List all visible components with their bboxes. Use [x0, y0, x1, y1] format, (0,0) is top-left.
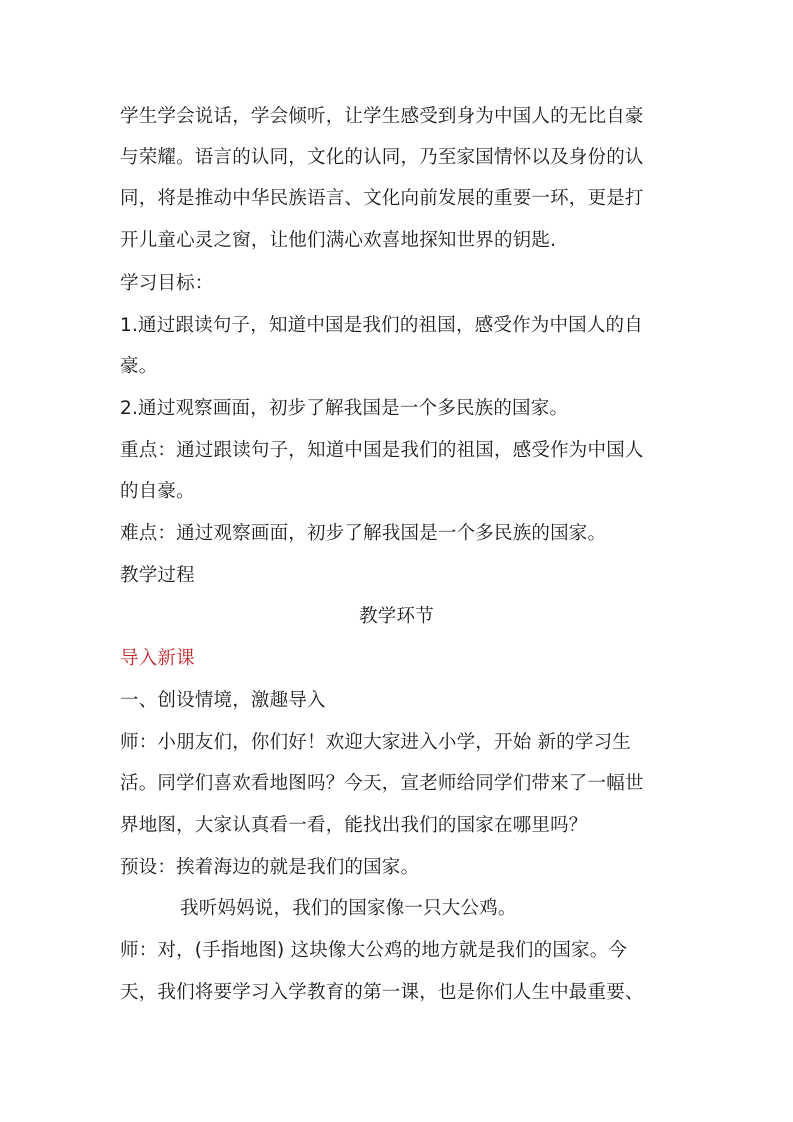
teacher-1-line-2: 活。同学们喜欢看地图吗？今天，宣老师给同学们带来了一幅世: [120, 773, 644, 794]
objective-2: 2.通过观察画面，初步了解我国是一个多民族的国家。: [120, 398, 569, 419]
intro-line-3: 同，将是推动中华民族语言、文化向前发展的重要一环，更是打: [120, 188, 644, 209]
preset-2: 我听妈妈说，我们的国家像一只大公鸡。: [180, 898, 517, 919]
key-point-line-1: 重点：通过跟读句子，知道中国是我们的祖国，感受作为中国人: [120, 440, 644, 461]
intro-line-4: 开儿童心灵之窗，让他们满心欢喜地探知世界的钥匙.: [120, 230, 557, 251]
intro-line-2: 与荣耀。语言的认同，文化的认同，乃至家国情怀以及身份的认: [120, 147, 644, 168]
lesson-intro-heading: 导入新课: [120, 648, 195, 669]
teacher-2-line-1: 师：对，(手指地图) 这块像大公鸡的地方就是我们的国家。今: [120, 940, 628, 961]
key-point-line-2: 的自豪。: [120, 481, 195, 502]
step-1-heading: 一、创设情境，激趣导入: [120, 690, 326, 711]
intro-line-1: 学生学会说话，学会倾听，让学生感受到身为中国人的无比自豪: [120, 106, 644, 127]
objective-1-line-2: 豪。: [120, 356, 158, 377]
teacher-2-line-2: 天，我们将要学习入学教育的第一课，也是你们人生中最重要、: [120, 982, 644, 1003]
difficulty: 难点：通过观察画面，初步了解我国是一个多民族的国家。: [120, 523, 607, 544]
section-title: 教学环节: [359, 606, 434, 627]
objective-1-line-1: 1.通过跟读句子，知道中国是我们的祖国，感受作为中国人的自: [120, 315, 643, 336]
teacher-1-line-3: 界地图，大家认真看一看，能找出我们的国家在哪里吗？: [120, 815, 588, 836]
preset-1: 预设：挨着海边的就是我们的国家。: [120, 857, 420, 878]
process-heading: 教学过程: [120, 565, 195, 586]
objectives-heading: 学习目标：: [120, 273, 214, 294]
teacher-1-line-1: 师：小朋友们，你们好！欢迎大家进入小学，开始 新的学习生: [120, 732, 631, 753]
